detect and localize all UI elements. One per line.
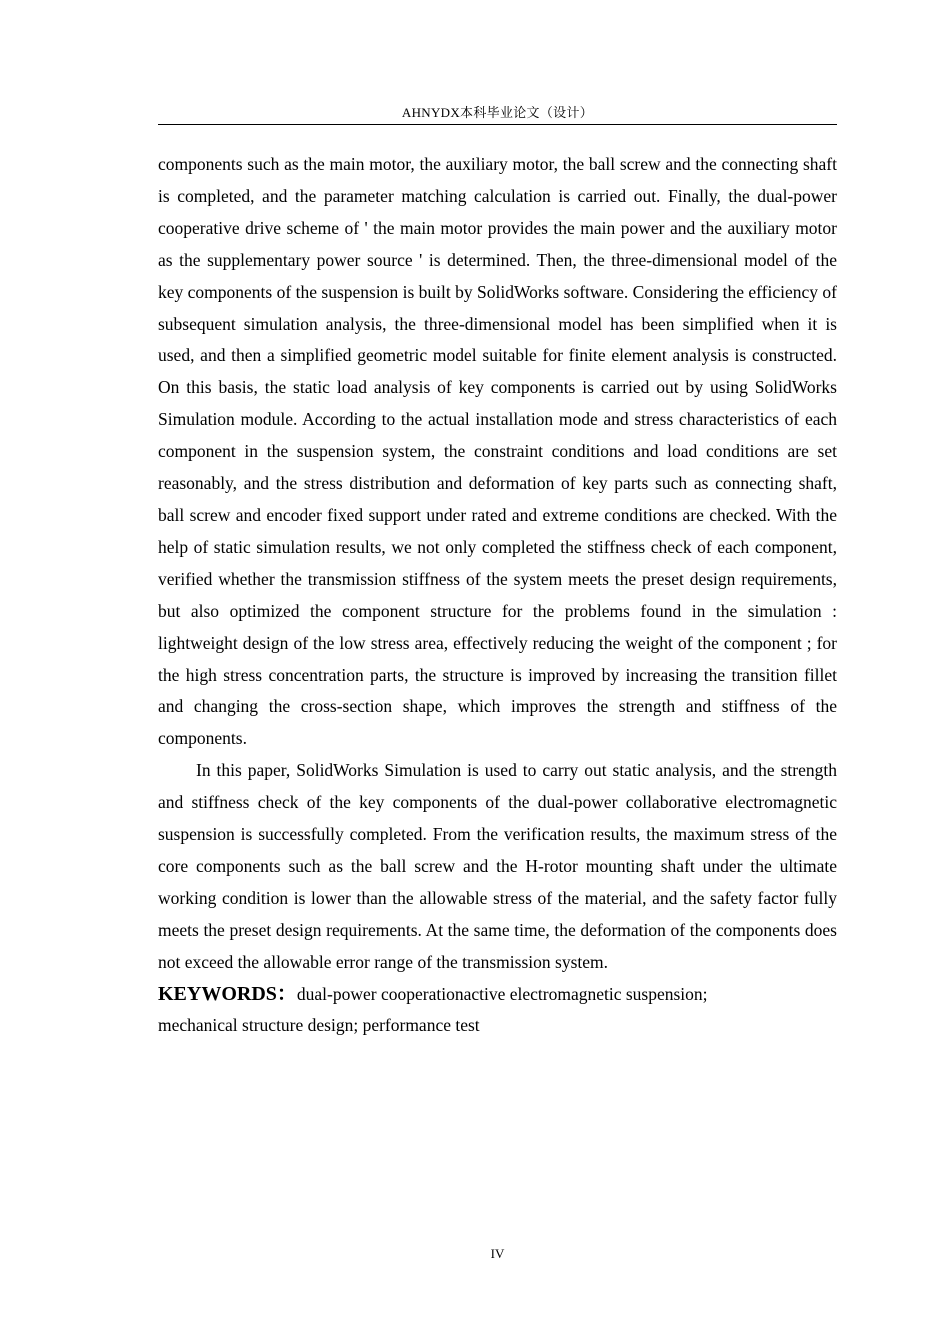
running-header: AHNYDX本科毕业论文（设计） <box>401 105 594 120</box>
header-rule <box>158 124 837 125</box>
keywords-label: KEYWORDS： <box>158 982 297 1005</box>
keywords-block <box>158 979 837 1043</box>
abstract-body <box>158 149 837 1042</box>
page-number: IV <box>490 1246 505 1261</box>
paragraph-1: components such as the main motor, the auxiliary motor, the ball screw and the connecting shaft is completed, and the parameter matching calculation is carried out. Finally, the dual-power cooperative drive scheme of ' the main motor provides the main power and the auxiliary motor as the supplementary power source ' is determined. Then, the three-dimensional model of the key components of the suspension is built by SolidWorks software. Considering the efficiency of subsequent simulation analysis, the three-dimensional model has been simplified when it is used, and then a simplified geometric model suitable for finite element analysis is constructed. On this basis, the static load analysis of key components is carried out by using SolidWorks Simulation module. According to the actual installation mode and stress characteristics of each component in the suspension system, the constraint conditions and load conditions are set reasonably, and the stress distribution and deformation of key parts such as connecting shaft, ball screw and encoder fixed support under rated and extreme conditions are checked. With the help of static simulation results, we not only completed the stiffness check of each component, verified whether the transmission stiffness of the system meets the preset design requirements, but also optimized the component structure for the problems found in the simulation : lightweight design of the low stress area, effectively reducing the weight of the component ; for the high stress concentration parts, the structure is improved by increasing the transition fillet and changing the cross-section shape, which improves the strength and stiffness of the components. <box>158 154 837 749</box>
keywords-line-1: dual-power cooperationactive electromagnetic suspension; <box>296 983 708 1004</box>
keywords-line-2: mechanical structure design; performance test <box>158 1015 480 1036</box>
paragraph-2: In this paper, SolidWorks Simulation is used to carry out static analysis, and the strength and stiffness check of the key components of the dual-power collaborative electromagnetic suspension is successfully completed. From the verification results, the maximum stress of the core components such as the ball screw and the H-rotor mounting shaft under the ultimate working condition is lower than the allowable stress of the material, and the safety factor fully meets the preset design requirements. At the same time, the deformation of the components does not exceed the allowable error range of the transmission system. <box>158 760 837 972</box>
